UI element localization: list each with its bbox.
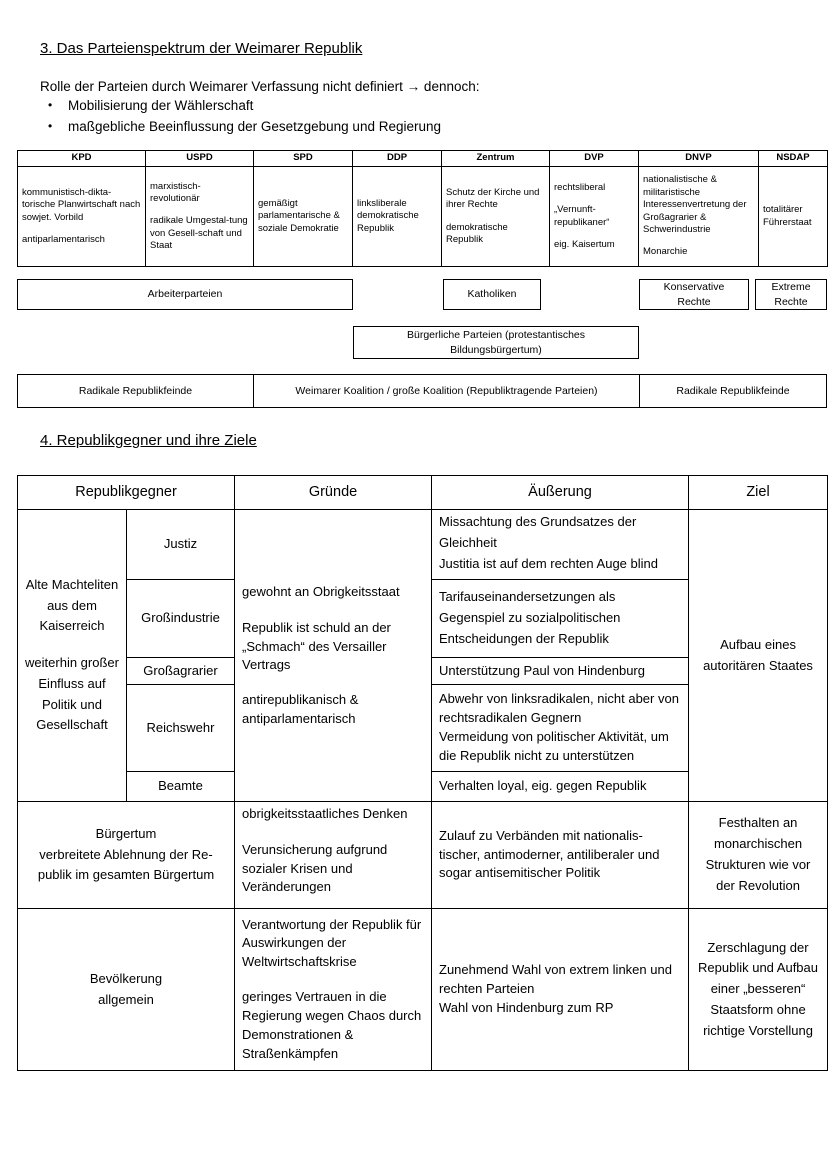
bullet-item: • maßgebliche Beeinflussung der Gesetzgebung und Regierung — [68, 119, 441, 134]
group-bevoelkerung: Bevölkerung allgemein — [18, 909, 235, 1071]
party-desc-dnvp — [639, 167, 759, 267]
aeusserung-text: Justitia ist auf dem rechten Auge blind — [439, 555, 658, 571]
gruende-text: Verantwortung der Republik für Auswirkungen der Weltwirtschaftskrise — [242, 916, 422, 970]
header-ziel: Ziel — [689, 476, 828, 510]
group-radikale-republikfeinde-right: Radikale Republikfeinde — [639, 374, 827, 408]
party-desc-text: marxistisch-revolutionär — [150, 180, 201, 204]
party-desc-text: kommunistisch-dikta-torische Planwirtschaft nach sowjet. Vorbild — [22, 186, 141, 223]
group-label: Alte Machteliten aus dem Kaiserreich — [25, 576, 119, 634]
party-desc-text: rechtsliberal — [554, 181, 606, 193]
aeusserung-grossagrarier: Unterstützung Paul von Hindenburg — [432, 658, 689, 685]
aeusserung-beamte: Verhalten loyal, eig. gegen Republik — [432, 772, 689, 802]
party-desc-text: Schutz der Kirche und ihrer Rechte — [446, 186, 540, 211]
aeusserung-text: Vermeidung von politischer Aktivität, um die Republik nicht zu unterstützen — [439, 729, 669, 763]
party-desc-text: antiparlamentarisch — [22, 233, 105, 245]
party-desc-text: demokratische Republik — [446, 221, 508, 245]
gruende-text: geringes Vertrauen in die Regierung wegen Chaos durch Demonstrationen & Straßenkämpfen — [242, 989, 422, 1061]
gruende-text: gewohnt an Obrigkeitsstaat — [242, 583, 400, 599]
party-desc-text: linksliberale demokratische Republik — [357, 197, 419, 234]
aeusserung-text: Zunehmend Wahl von extrem linken und rechten Parteien — [439, 962, 672, 997]
group-radikale-republikfeinde-left: Radikale Republikfeinde — [17, 374, 254, 408]
aeusserung-bevoelkerung — [432, 909, 689, 1071]
party-desc-uspd — [146, 167, 254, 267]
group-konservative-rechte: Konservative Rechte — [639, 279, 749, 310]
group-label: Bürgertum — [95, 825, 157, 841]
party-name-ddp: DDP — [353, 151, 442, 167]
section4-heading: 4. Republikgegner und ihre Ziele — [40, 432, 257, 449]
gruende-buergertum — [235, 802, 432, 909]
party-desc-text: radikale Umgestal-tung von Gesell-schaft und Staat — [150, 215, 248, 252]
party-desc-spd — [254, 167, 353, 267]
group-buergertum — [18, 802, 235, 909]
party-desc-text: nationalistische & militaristische Interessenvertretung der Großagrarier & Schwerindustrie — [643, 174, 747, 235]
party-desc-nsdap — [759, 167, 828, 267]
group-alte-machteliten — [18, 510, 127, 802]
party-desc-ddp — [353, 167, 442, 267]
party-name-dnvp: DNVP — [639, 151, 759, 167]
subgroup-grossindustrie: Großindustrie — [127, 580, 235, 658]
gruende-text: Verunsicherung aufgrund sozialer Krisen und Veränderungen — [242, 841, 388, 895]
aeusserung-text: Missachtung des Grundsatzes der Gleichheit — [439, 514, 637, 550]
subgroup-beamte: Beamte — [127, 772, 235, 802]
gruende-text: antirepublikanisch & antiparlamentarisch — [242, 692, 359, 727]
party-desc-text: gemäßigt parlamentarische & soziale Demokratie — [258, 197, 340, 234]
aeusserung-buergertum: Zulauf zu Verbänden mit nationalis-tischer, antimoderner, antiliberaler und sogar antisemitischer Politik — [432, 802, 689, 909]
ziel-buergertum: Festhalten an monarchischen Strukturen wie vor der Revolution — [689, 802, 828, 909]
group-arbeiterparteien: Arbeiterparteien — [17, 279, 353, 310]
party-name-kpd: KPD — [18, 151, 146, 167]
group-label-sub: weiterhin großer Einfluss auf Politik und Gesellschaft — [25, 655, 119, 733]
section3-intro: Rolle der Parteien durch Weimarer Verfassung nicht definiert → dennoch: — [40, 79, 480, 94]
party-name-uspd: USPD — [146, 151, 254, 167]
aeusserung-reichswehr — [432, 685, 689, 772]
gruende-text: obrigkeitsstaatliches Denken — [242, 806, 408, 821]
party-desc-kpd — [18, 167, 146, 267]
party-desc-dvp — [550, 167, 639, 267]
header-republikgegner: Republikgegner — [18, 476, 235, 510]
ziel-bevoelkerung: Zerschlagung der Republik und Aufbau einer „besseren“ Staatsform ohne richtige Vorstellung — [689, 909, 828, 1071]
gruende-text: Republik ist schuld an der „Schmach“ des Versailler Vertrags — [242, 619, 391, 673]
party-desc-text: Monarchie — [643, 246, 688, 258]
group-katholiken: Katholiken — [443, 279, 541, 310]
aeusserung-text: Wahl von Hindenburg zum RP — [439, 999, 614, 1015]
group-label-sub: verbreitete Ablehnung der Re-publik im gesamten Bürgertum — [37, 846, 215, 883]
section3-heading: 3. Das Parteienspektrum der Weimarer Republik — [40, 40, 363, 57]
party-desc-zentrum — [442, 167, 550, 267]
group-weimarer-koalition: Weimarer Koalition / große Koalition (Republiktragende Parteien) — [253, 374, 640, 408]
party-desc-text: „Vernunft-republikaner“ — [554, 204, 610, 228]
group-buergerliche-parteien: Bürgerliche Parteien (protestantisches Bildungsbürgertum) — [353, 326, 639, 359]
header-gruende: Gründe — [235, 476, 432, 510]
group-extreme-rechte: Extreme Rechte — [755, 279, 827, 310]
aeusserung-text: Abwehr von linksradikalen, nicht aber von rechtsradikalen Gegnern — [439, 691, 679, 726]
aeusserung-justiz — [432, 510, 689, 580]
subgroup-justiz: Justiz — [127, 510, 235, 580]
aeusserung-grossindustrie: Tarifauseinandersetzungen als Gegenspiel zu sozialpolitischen Entscheidungen der Republik — [432, 580, 689, 658]
opponents-table — [17, 475, 828, 1071]
party-name-spd: SPD — [254, 151, 353, 167]
subgroup-reichswehr: Reichswehr — [127, 685, 235, 772]
bullet-item: • Mobilisierung der Wählerschaft — [68, 98, 253, 113]
ziel-eliten: Aufbau eines autoritären Staates — [689, 510, 828, 802]
header-aeusserung: Äußerung — [432, 476, 689, 510]
party-name-dvp: DVP — [550, 151, 639, 167]
party-desc-text: totalitärer Führerstaat — [763, 204, 812, 228]
subgroup-grossagrarier: Großagrarier — [127, 658, 235, 685]
gruende-eliten — [235, 510, 432, 802]
party-name-nsdap: NSDAP — [759, 151, 828, 167]
party-name-zentrum: Zentrum — [442, 151, 550, 167]
party-table — [17, 150, 828, 267]
gruende-bevoelkerung — [235, 909, 432, 1071]
party-desc-text: eig. Kaisertum — [554, 238, 615, 250]
